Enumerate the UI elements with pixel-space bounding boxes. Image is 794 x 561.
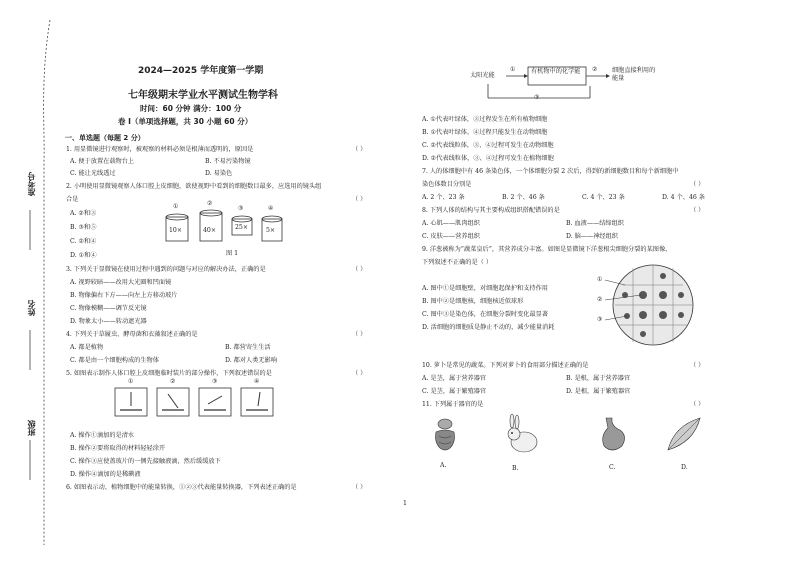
q9-text: 9. 洋葱被称为“蔬菜皇后”，其营养成分丰富。如图是显微镜下洋葱根尖细胞分裂的某图像， <box>422 246 672 253</box>
q11-bracket: （ ） <box>690 401 705 408</box>
lens-2-number: ② <box>207 200 213 207</box>
cell-label-3: ③ <box>597 316 603 323</box>
q1-bracket: （ ） <box>352 146 367 153</box>
step-1-number: ① <box>128 378 134 385</box>
q4-option-d: D. 都对人类无影响 <box>225 357 277 364</box>
q5-option-d: D. 操作④滴加的是稀碘液 <box>70 471 141 478</box>
energy-diagram <box>470 64 660 108</box>
q1-option-c: C. 能让光线透过 <box>70 170 116 177</box>
lens-3-number: ③ <box>238 205 244 212</box>
q7-option-a: A. 2 个、23 条 <box>422 194 465 201</box>
q2-option-c: C. ②和④ <box>70 238 97 245</box>
q1-text: 1. 用显微镜进行观察时，被观察的材料必须是根薄而透明的，原因是 <box>66 146 254 153</box>
q3-option-b: B. 物像偏右下方——向左上方移动玻片 <box>70 292 178 299</box>
q5-option-b: B. 操作②要将取得的材料轻轻涂开 <box>70 445 166 452</box>
lens-2-label: 40× <box>203 227 217 234</box>
q8-text: 8. 下列人体的结构与其主要构成组织搭配错误的是 <box>422 207 560 214</box>
q3-text: 3. 下列关于显微镜在使用过程中遇到的问题与对应的解决办法，正确的是 <box>66 266 266 273</box>
q10-bracket: （ ） <box>690 362 705 369</box>
q7-text-cont: 染色体数目分别是 <box>422 181 472 188</box>
q11-option-c: C. <box>609 464 616 471</box>
section-one: 一、单选题（每题 2 分） <box>65 134 145 142</box>
q8-option-c: C. 皮肤——营养组织 <box>422 233 480 240</box>
stomach-icon <box>596 414 630 456</box>
name-label: 姓名 <box>27 300 36 316</box>
diagram-number-3: ③ <box>534 94 540 101</box>
q2-text-cont: 合是 <box>66 196 79 203</box>
q6-option-b: B. ①代表叶绿体，④过程只能发生在动物细胞 <box>422 129 548 136</box>
digestive-system-icon <box>428 414 462 456</box>
q6-option-d: D. ②代表线粒体，③、④过程可发生在植物细胞 <box>422 155 554 162</box>
q7-option-d: D. 4 个、46 条 <box>662 194 705 201</box>
q9-option-a: A. 图中①是细胞壁，对细胞起保护和支持作用 <box>422 285 548 292</box>
q1-option-b: B. 不易污染物镜 <box>205 158 251 165</box>
year-title: 2024—2025 学年度第一学期 <box>138 66 264 76</box>
diagram-chemical-energy: 有机物中的化学能 <box>531 68 581 75</box>
q9-option-d: D. 活细胞的细胞质是静止不动的，减少能量消耗 <box>422 324 555 331</box>
q10-option-c: C. 是茎，属于繁殖器官 <box>422 388 487 395</box>
q8-option-a: A. 心肌——肌肉组织 <box>422 220 480 227</box>
q4-option-b: B. 都营寄生生活 <box>225 344 271 351</box>
step-3-number: ③ <box>212 378 218 385</box>
q1-option-d: D. 易染色 <box>205 170 233 177</box>
q3-option-c: C. 物像模糊——调节反光镜 <box>70 305 147 312</box>
q9-text-cont: 下列叙述不正确的是（ ） <box>422 259 493 266</box>
rabbit-icon <box>502 414 542 456</box>
q6-option-c: C. ②代表线粒体，③、④过程可发生在动物细胞 <box>422 142 554 149</box>
q7-option-c: C. 4 个、23 条 <box>582 194 625 201</box>
q5-bracket: （ ） <box>352 370 367 377</box>
q10-option-a: A. 是茎，属于营养器官 <box>422 375 487 382</box>
class-label: 班级 <box>27 420 36 436</box>
onion-cell-micrograph <box>597 260 695 350</box>
q6-text: 6. 如图表示动、植物细胞中的能量转换，①②③代表能量转换器，下列表述正确的是 <box>66 484 297 491</box>
q10-option-b: B. 是根，属于营养器官 <box>566 375 631 382</box>
diagram-cell-energy: 细胞直接利用的能量 <box>612 67 656 82</box>
binding-margin <box>0 0 60 561</box>
figure-1-caption: 图 1 <box>226 250 239 257</box>
q10-option-d: D. 是根，属于繁殖器官 <box>566 388 631 395</box>
q11-option-a: A. <box>440 462 447 469</box>
part-one: 卷 I（单项选择题，共 30 小题 60 分） <box>118 117 253 126</box>
q4-option-a: A. 都是植物 <box>70 344 104 351</box>
q7-option-b: B. 2 个、46 条 <box>502 194 545 201</box>
lens-3-label: 25× <box>235 224 249 231</box>
q2-option-a: A. ②和③ <box>70 210 97 217</box>
diagram-number-2: ② <box>592 66 598 73</box>
time-score: 时间：60 分钟 满分：100 分 <box>140 104 242 113</box>
q9-option-b: B. 图中②是细胞核，细胞核近似球形 <box>422 298 524 305</box>
q8-option-d: D. 脑——神经组织 <box>566 233 618 240</box>
step-2-number: ② <box>170 378 176 385</box>
q9-option-c: C. 图中③是染色体，在细胞分裂时变化最显著 <box>422 311 549 318</box>
exam-no-label: 准考号 <box>27 172 36 196</box>
cell-label-1: ① <box>597 276 603 283</box>
q3-bracket: （ ） <box>352 266 367 273</box>
q2-bracket: （ ） <box>352 196 367 203</box>
q11-text: 11. 下列属于器官的是 <box>422 401 484 408</box>
q4-text: 4. 下列关于草履虫、酵母菌和衣藻叙述正确的是 <box>66 331 198 338</box>
q3-option-d: D. 物象太小——转动遮光器 <box>70 318 147 325</box>
q2-text: 2. 小明使用显微镜观察人体口腔上皮细胞，欲使视野中看到的细胞数目最多，应选用的镜头组 <box>66 183 322 190</box>
q8-bracket: （ ） <box>690 207 705 214</box>
leaf-icon <box>664 414 704 456</box>
lens-1-label: 10× <box>169 227 183 234</box>
q10-text: 10. 萝卜是常见的蔬菜。下列对萝卜的食用部分描述正确的是 <box>422 362 589 369</box>
q2-option-d: D. ①和④ <box>70 252 97 259</box>
q11-option-b: B. <box>512 465 519 472</box>
q7-text: 7. 人的体细胞中有 46 条染色体，一个体细胞分裂 2 次后，得到的新细胞数目和每个新细胞中 <box>422 168 679 175</box>
page-number: 1 <box>403 500 407 507</box>
lens-1-number: ① <box>173 203 179 210</box>
lens-4-label: 5× <box>266 227 276 234</box>
q8-option-b: B. 血液——结缔组织 <box>566 220 624 227</box>
q3-option-a: A. 视野较暗——改用大光圈和凹面镜 <box>70 279 172 286</box>
diagram-sunlight: 太阳光能 <box>470 72 495 79</box>
lens-4-number: ④ <box>268 205 274 212</box>
q5-option-a: A. 操作①滴加的是清水 <box>70 432 135 439</box>
q7-bracket: （ ） <box>690 181 705 188</box>
binding-line <box>0 0 60 561</box>
q2-option-b: B. ③和⑤ <box>70 224 97 231</box>
q4-option-c: C. 都是由一个细胞构成的生物体 <box>70 357 159 364</box>
diagram-number-1: ① <box>510 66 516 73</box>
q6-option-a: A. ①代表叶绿体，③过程发生在所有植物细胞 <box>422 116 548 123</box>
cell-label-2: ② <box>597 296 603 303</box>
q5-option-c: C. 操作③应使盖玻片的一侧先接触液滴，然后缓缓放下 <box>70 458 221 465</box>
exam-title: 七年级期末学业水平测试生物学科 <box>128 90 278 101</box>
step-4-number: ④ <box>254 378 260 385</box>
q6-bracket: （ ） <box>352 484 367 491</box>
q4-bracket: （ ） <box>352 331 367 338</box>
slide-steps-figure <box>110 380 280 420</box>
q5-text: 5. 如图表示制作人体口腔上皮细胞临时装片的部分操作，下列叙述错误的是 <box>66 370 272 377</box>
q11-option-d: D. <box>681 464 688 471</box>
q1-option-a: A. 便于放置在载物台上 <box>70 158 135 165</box>
